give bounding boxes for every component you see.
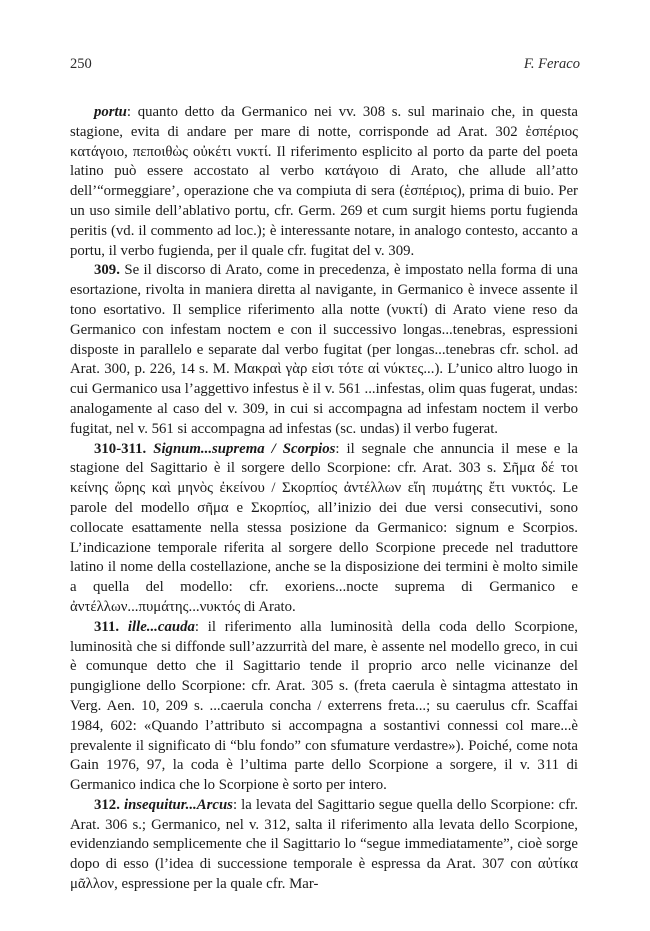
paragraph-text: : il segnale che annuncia il mese e la stagione del Sagittario è il sorgere dello Scorpione: cfr. Arat. 303 s. Σῆμα δέ τοι κείνης ὥρης καὶ μηνὸς ἐκείνου / Σκορπίος ἀντέλλων εἴη πυμάτης ἔτι νυκτός. Le parole del modello σῆμα e Σκορπίος, all’inizio dei due versi consecutivi, sono collocate esattamente nella stessa posizione da Germanico: signum e Scorpios. L’indicazione temporale riferita al sorgere dello Scorpione precede nel traduttore latino il nome della costellazione, anche se la disposizione dei termini è molto simile a quella del modello: cfr. exoriens...nocte suprema di Germanico e ἀντέλλων...πυμάτης...νυκτός di Arato. <box>70 440 578 615</box>
verse-number: 310-311. <box>94 440 147 457</box>
verse-number: 311. <box>94 618 120 635</box>
paragraph-text: Se il discorso di Arato, come in precedenza, è impostato nella forma di una esortazione, rivolta in maniera diretta al navigante, in Germanico è invece assente il tono esortativo. Il semplice riferimento alla notte (νυκτί) di Arato viene reso da Germanico con infestam noctem e con il successivo longas...tenebras, espressioni disposte in parallelo e separate dal verbo fugitat (per longas...tenebras cfr. schol. ad Arat. 300, p. 226, 14 s. M. Μακραὶ γὰρ εἰσι τότε αἱ νύκτες...). L’unico altro luogo in cui Germanico usa l’aggettivo infestus è il v. 561 ...infestas, olim quas fugerat, undas: analogamente al caso del v. 309, in cui si accompagna ad infestam noctem il verbo fugitat, nel v. 561 si accompagna ad infestas (sc. undas) il verbo fugerat. <box>70 262 578 437</box>
commentary-paragraph <box>70 261 578 439</box>
paragraph-text: : la levata del Sagittario segue quella dello Scorpione: cfr. Arat. 306 s.; Germanico, nel v. 312, salta il riferimento alla levata dello Scorpione, evidenziando semplicemente che il Sagittario lo “segue immediatamente”, cioè sorge dopo di esso (l’idea di successione temporale è espressa da Arat. 307 con αὐτίκα μᾶλλον, espressione per la quale cfr. Mar- <box>70 796 578 893</box>
commentary-paragraph <box>70 618 578 796</box>
commentary-paragraph <box>70 103 578 261</box>
commentary-paragraph <box>70 796 578 895</box>
lemma: insequitur...Arcus <box>119 796 233 813</box>
commentary-body <box>70 103 578 895</box>
lemma: portu <box>94 104 127 120</box>
verse-number: 309. <box>94 262 120 279</box>
lemma: ille...cauda <box>119 618 195 635</box>
page-number: 250 <box>70 56 92 72</box>
lemma: Signum...suprema / Scorpios <box>146 440 336 457</box>
running-author: F. Feraco <box>523 56 580 72</box>
paragraph-text: : il riferimento alla luminosità della coda dello Scorpione, luminosità che si diffonde sull’azzurrità del mare, è assente nel modello greco, in cui è comunque detto che il Sagittario tende il proprio arco nelle vicinanze del pungiglione dello Scorpione: cfr. Arat. 305 s. (freta caerula è sintagma attestato in Verg. Aen. 10, 209 s. ...caerula concha / exterrens freta...; su caerulus cfr. Scaffai 1984, 602: «Quando l’attributo si accompagna a sostantivi connessi col mare...è prevalente il significato di “blu fondo” con sfumature verdastre»). Poiché, come nota Gain 1976, 97, la coda è l’ultima parte dello Scorpione a sorgere, il v. 311 di Germanico indica che lo Scorpione è sorto per intero. <box>70 618 578 794</box>
commentary-paragraph <box>70 440 578 618</box>
paragraph-text: : quanto detto da Germanico nei vv. 308 s. sul marinaio che, in questa stagione, evita di andare per mare di notte, corrisponde ad Arat. 302 ἑσπέριος κατάγοιο, πεποιθὼς οὐκέτι νυκτί. Il riferimento esplicito al porto da parte del poeta latino può essere accostato al verbo κατάγοιο di Arato, che allude all’atto dell’“ormeggiare’, operazione che va compiuta di sera (ἑσπέριος), prima di buio. Per un uso simile dell’ablativo portu, cfr. Germ. 269 et cum surgit hiems portu fugienda peritis (vd. il commento ad loc.); è interessante notare, in analogo contesto, accanto a portu, il verbo fugienda, per il quale cfr. fugitat del v. 309. <box>70 104 578 259</box>
verse-number: 312. <box>94 796 120 813</box>
running-header <box>70 56 580 73</box>
